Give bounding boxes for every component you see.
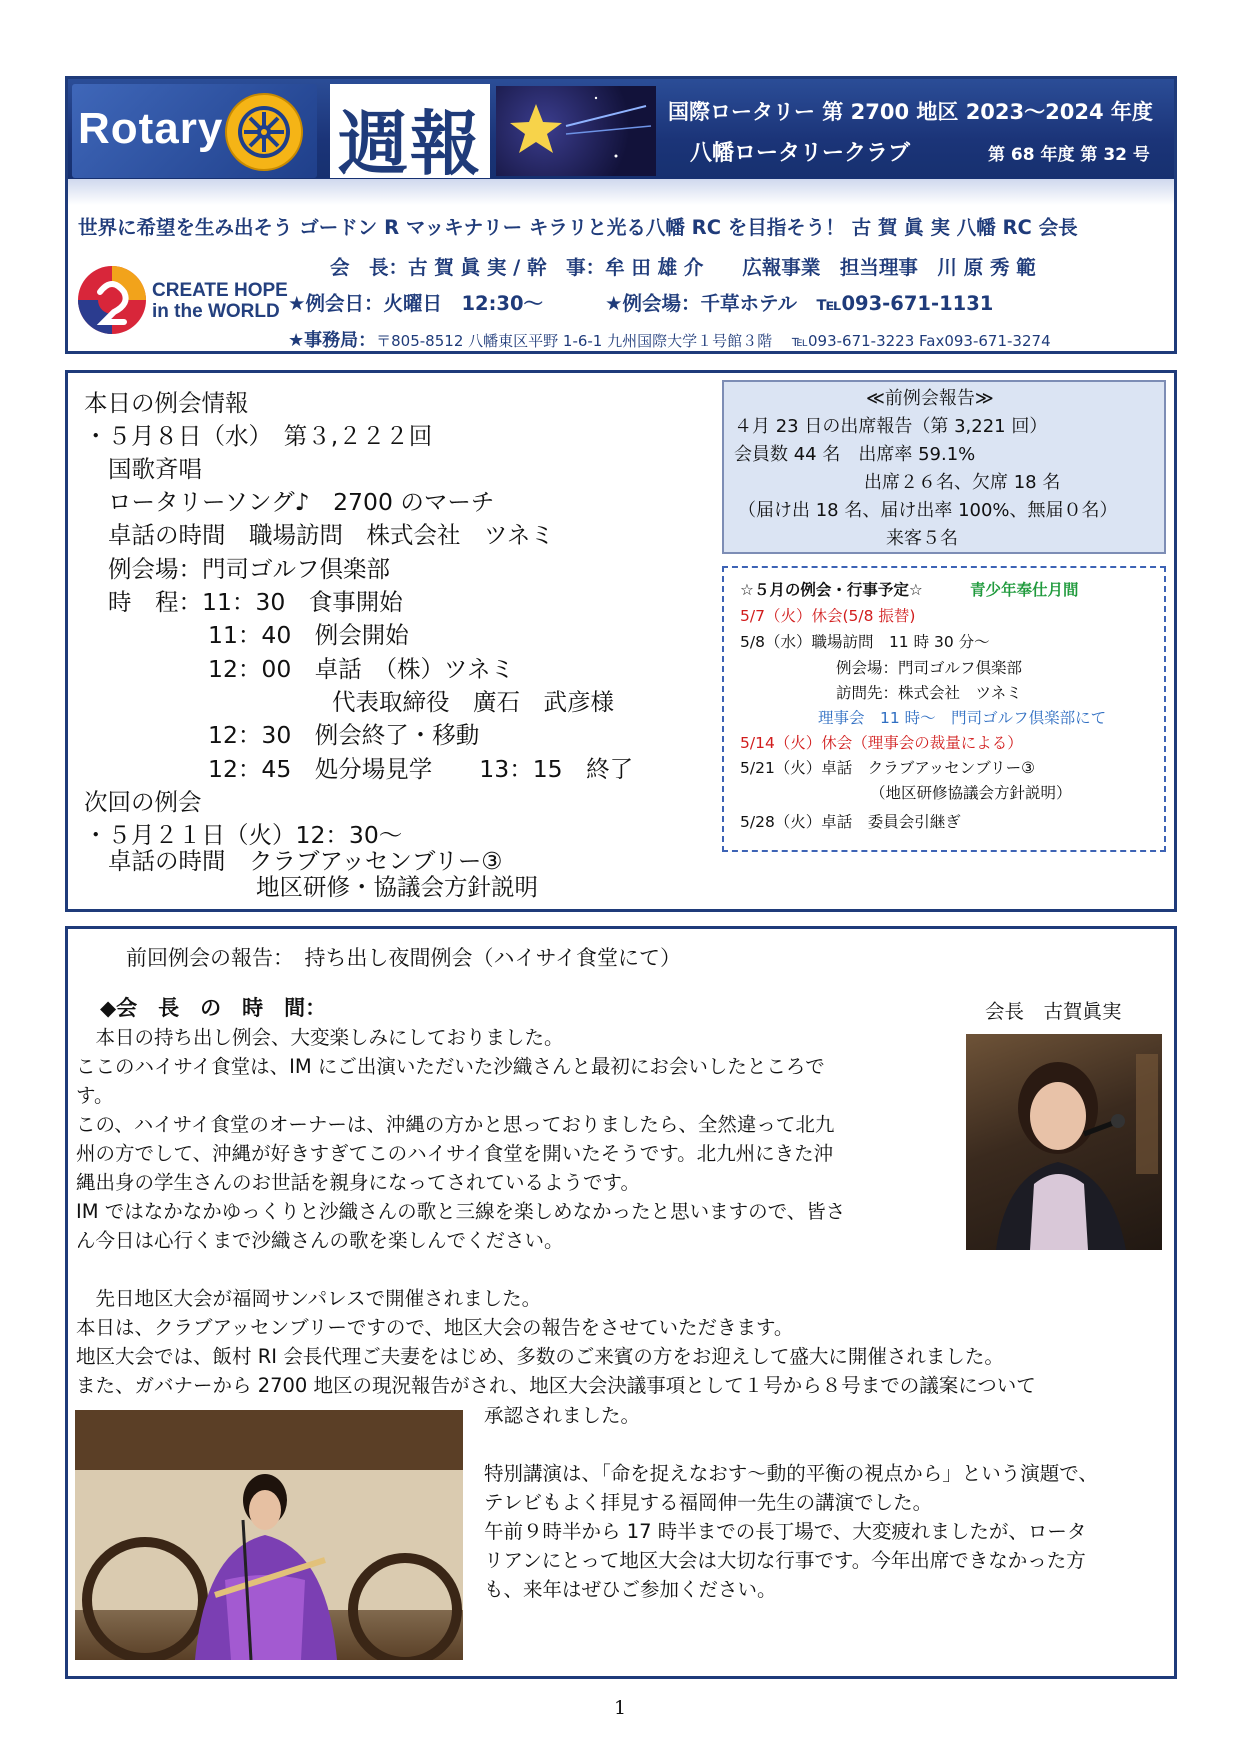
today-line: 例会場：門司ゴルフ倶楽部 [108, 555, 390, 583]
today-line: 11：40 例会開始 [208, 621, 409, 649]
issue-number: 第 68 年度 第 32 号 [988, 145, 1150, 165]
meeting-place: ★例会場：千草ホテル ℡093-671-1131 [605, 292, 994, 315]
article-line: ここのハイサイ食堂は、IM にご出演いただいた沙織さんと最初にお会いしたところで [76, 1055, 825, 1078]
logo-line-1: CREATE HOPE [152, 280, 288, 301]
rotary-wheel-icon [222, 90, 306, 174]
next-meeting-line: 卓話の時間 クラブアッセンブリー③ [108, 847, 503, 875]
schedule-item: （地区研修協議会方針説明） [870, 784, 1072, 802]
schedule-item: 5/8（水）職場訪問 11 時 30 分～ [740, 633, 990, 651]
today-line: 12：30 例会終了・移動 [208, 721, 480, 749]
star-illustration [496, 86, 656, 176]
article-line: 承認されました。 [484, 1404, 641, 1427]
publication-title: 週報 [338, 102, 482, 185]
schedule-item: 例会場：門司ゴルフ倶楽部 [836, 659, 1023, 677]
article-line: 午前９時半から 17 時半までの長丁場で、大変疲れましたが、ロータ [484, 1520, 1087, 1543]
next-meeting-line: 地区研修・協議会方針説明 [256, 873, 538, 901]
district-title: 国際ロータリー 第 2700 地区 2023～2024 年度 [668, 100, 1153, 124]
article-line: テレビもよく拝見する福岡伸一先生の講演でした。 [484, 1491, 933, 1514]
club-name: 八幡ロータリークラブ [690, 141, 911, 166]
schedule-theme: 青少年奉仕月間 [970, 581, 1079, 599]
today-line: 卓話の時間 職場訪問 株式会社 ツネミ [108, 521, 555, 549]
create-hope-text [152, 280, 288, 322]
article-line: 先日地区大会が福岡サンパレスで開催されました。 [76, 1287, 542, 1310]
prev-report-line: 来客５名 [886, 528, 958, 549]
meeting-day: ★例会日：火曜日 12:30～ [288, 292, 544, 315]
schedule-item: 訪問先：株式会社 ツネミ [836, 684, 1022, 702]
article-line: ん今日は心行くまで沙織さんの歌を楽しんでください。 [76, 1229, 564, 1252]
section-heading: ◆会 長 の 時 間： [100, 996, 327, 1020]
header-banner-fade [68, 179, 1174, 205]
schedule-item: 5/21（火）卓話 クラブアッセンブリー③ [740, 759, 1035, 777]
prev-report-line: 出席２６名、欠席 18 名 [864, 472, 1061, 493]
article-line: す。 [76, 1084, 114, 1107]
singer-performance-image [75, 1410, 463, 1660]
today-line: ロータリーソング♪ 2700 のマーチ [108, 488, 495, 516]
page-number: 1 [614, 1697, 627, 1719]
speaker-portrait-image [966, 1034, 1162, 1250]
slogan: 世界に希望を生み出そう ゴードン R マッキナリー キラリと光る八幡 RC を目指そう！ 古 賀 眞 実 八幡 RC 会長 [78, 216, 1078, 239]
schedule-item: 5/14（火）休会（理事会の裁量による） [740, 734, 1023, 752]
today-line: 12：45 処分場見学 13：15 終了 [208, 755, 634, 783]
schedule-item: 5/7（火）休会(5/8 振替) [740, 607, 916, 625]
performer-photo [75, 1410, 463, 1660]
prev-report-title: ≪前例会報告≫ [866, 388, 994, 409]
president-photo [966, 1034, 1162, 1250]
schedule-item: 5/28（火）卓話 委員会引継ぎ [740, 813, 961, 831]
shooting-star-icon [496, 86, 656, 176]
article-line: 特別講演は、「命を捉えなおす～動的平衡の視点から」という演題で、 [484, 1462, 1098, 1485]
article-line: 縄出身の学生さんのお世話を親身になってされているようです。 [76, 1171, 640, 1194]
prev-report-line: ４月 23 日の出席報告（第 3,221 回） [734, 416, 1048, 437]
speaker-name: 会長 古賀眞実 [985, 1000, 1122, 1023]
today-line: 代表取締役 廣石 武彦様 [332, 688, 614, 716]
article-line: 地区大会では、飯村 RI 会長代理ご夫妻をはじめ、多数のご来賓の方をお迎えして盛大に開催されました。 [76, 1345, 1004, 1368]
today-heading: 本日の例会情報 [84, 389, 249, 417]
article-line: 本日の持ち出し例会、大変楽しみにしておりました。 [76, 1026, 564, 1049]
article-line: また、ガバナーから 2700 地区の現況報告がされ、地区大会決議事項として１号から８号までの議案について [76, 1374, 1036, 1397]
schedule-title: ☆５月の例会・行事予定☆ [740, 581, 923, 599]
today-line: 時 程：11：30 食事開始 [108, 588, 403, 616]
article-line: IM ではなかなかゆっくりと沙織さんの歌と三線を楽しめなかったと思いますので、皆さ [76, 1200, 846, 1223]
article-line: この、ハイサイ食堂のオーナーは、沖縄の方かと思っておりましたら、全然違って北九 [76, 1113, 835, 1136]
create-hope-logo-icon [74, 262, 150, 338]
prev-report-line: 会員数 44 名 出席率 59.1% [734, 444, 976, 465]
office-label: ★事務局： [288, 330, 377, 351]
article-line: も、来年はぜひご参加ください。 [484, 1578, 777, 1601]
today-line: ・５月８日（水） 第３,２２２回 [84, 422, 433, 450]
office-address [288, 326, 1051, 352]
today-line: 12：00 卓話 （株）ツネミ [208, 655, 515, 683]
article-line: 州の方でして、沖縄が好きすぎてこのハイサイ食堂を開いたそうです。北九州にきた沖 [76, 1142, 834, 1165]
office-text: 〒805-8512 八幡東区平野 1-6-1 九州国際大学１号館３階 ℡093-671-3223 Fax093-671-3274 [376, 332, 1051, 350]
article-line: 本日は、クラブアッセンブリーですので、地区大会の報告をさせていただきます。 [76, 1316, 794, 1339]
next-meeting-line: ・５月２１日（火）12：30～ [84, 821, 403, 849]
article-line: リアンにとって地区大会は大切な行事です。今年出席できなかった方 [484, 1549, 1086, 1572]
logo-line-2: in the WORLD [152, 301, 280, 322]
rotary-wordmark: Rotary [78, 104, 224, 153]
article-title: 前回例会の報告： 持ち出し夜間例会（ハイサイ食堂にて） [126, 946, 682, 970]
next-meeting-heading: 次回の例会 [84, 788, 202, 816]
schedule-item: 理事会 11 時～ 門司ゴルフ倶楽部にて [818, 709, 1107, 727]
prev-report-line: （届け出 18 名、届け出率 100%、無届０名） [738, 500, 1118, 521]
officers: 会 長：古 賀 眞 実 / 幹 事：牟 田 雄 介 広報事業 担当理事 川 原 秀 範 [330, 256, 1036, 279]
today-line: 国歌斉唱 [108, 455, 202, 483]
